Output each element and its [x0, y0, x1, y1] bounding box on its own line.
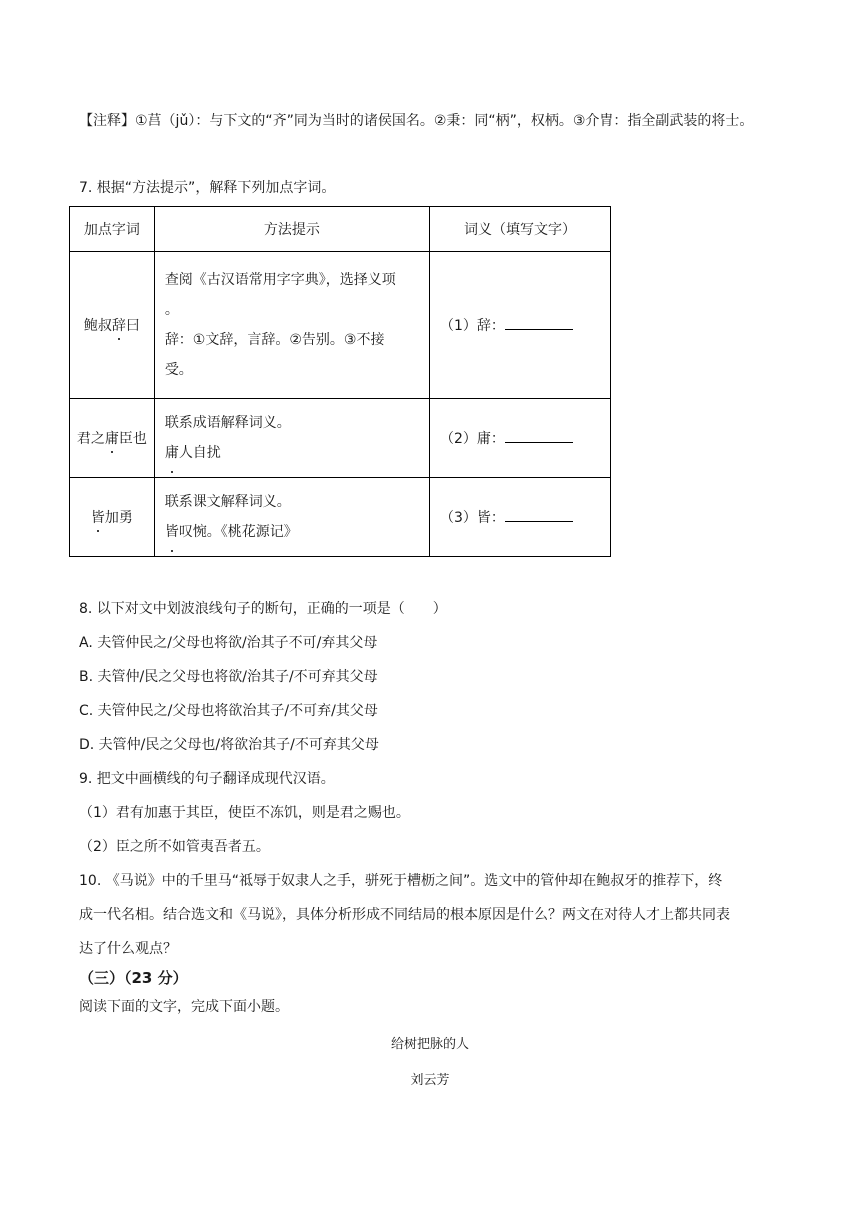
table-header-row	[70, 207, 611, 252]
q8-option-a[interactable]: A. 夫管仲民之/父母也将欲/治其子不可/弃其父母	[79, 635, 378, 651]
table-row	[70, 252, 611, 399]
header-method: 方法提示	[154, 207, 429, 252]
method-cell: 查阅《古汉语常用字字典》，选择义项 。 辞：①文辞，言辞。②告别。③不接 受。	[154, 252, 429, 399]
q8-stem: 8. 以下对文中划波浪线句子的断句，正确的一项是（ ）	[79, 601, 447, 617]
answer-blank[interactable]	[505, 509, 573, 522]
word-cell: 鲍叔辞曰	[70, 252, 155, 399]
answer-cell: （1）辞：	[429, 252, 610, 399]
annotation-text: 【注释】①莒（jǔ）：与下文的“齐”同为当时的诸侯国名。②秉：同“柄”，权柄。③介胄：指全副武装的将士。	[79, 113, 754, 129]
q10-line-3: 达了什么观点？	[79, 941, 177, 957]
section-instruction: 阅读下面的文字，完成下面小题。	[79, 999, 289, 1015]
article-author: 刘云芳	[410, 1073, 450, 1088]
word-cell: 皆加勇	[70, 478, 155, 557]
answer-blank[interactable]	[505, 317, 573, 330]
section-heading: （三）（23 分）	[79, 969, 188, 987]
table-row	[70, 478, 611, 557]
answer-cell: （3）皆：	[429, 478, 610, 557]
header-word: 加点字词	[70, 207, 155, 252]
answer-cell: （2）庸：	[429, 399, 610, 478]
table-row	[70, 399, 611, 478]
method-cell: 联系课文解释词义。 皆叹惋。《桃花源记》	[154, 478, 429, 557]
q8-option-d[interactable]: D. 夫管仲/民之父母也/将欲治其子/不可弃其父母	[79, 737, 379, 753]
q9-stem: 9. 把文中画横线的句子翻译成现代汉语。	[79, 771, 335, 787]
answer-blank[interactable]	[505, 430, 573, 443]
q8-option-c[interactable]: C. 夫管仲民之/父母也将欲治其子/不可弃/其父母	[79, 703, 378, 719]
q8-option-b[interactable]: B. 夫管仲/民之父母也将欲/治其子/不可弃其父母	[79, 669, 378, 685]
q7-stem: 7. 根据“方法提示”，解释下列加点字词。	[79, 180, 336, 196]
q9-item-2: （2）臣之所不如管夷吾者五。	[79, 839, 270, 855]
q10-line-1: 10. 《马说》中的千里马“祗辱于奴隶人之手，骈死于槽枥之间”。选文中的管仲却在鲍叔牙的推荐下，终	[79, 873, 723, 889]
header-meaning: 词义（填写文字）	[429, 207, 610, 252]
q10-line-2: 成一代名相。结合选文和《马说》，具体分析形成不同结局的根本原因是什么？两文在对待人才上都共同表	[79, 907, 730, 923]
q7-table	[69, 206, 611, 557]
word-cell: 君之庸臣也	[70, 399, 155, 478]
article-title: 给树把脉的人	[390, 1037, 469, 1052]
q9-item-1: （1）君有加惠于其臣，使臣不冻饥，则是君之赐也。	[79, 805, 410, 821]
method-cell: 联系成语解释词义。 庸人自扰	[154, 399, 429, 478]
